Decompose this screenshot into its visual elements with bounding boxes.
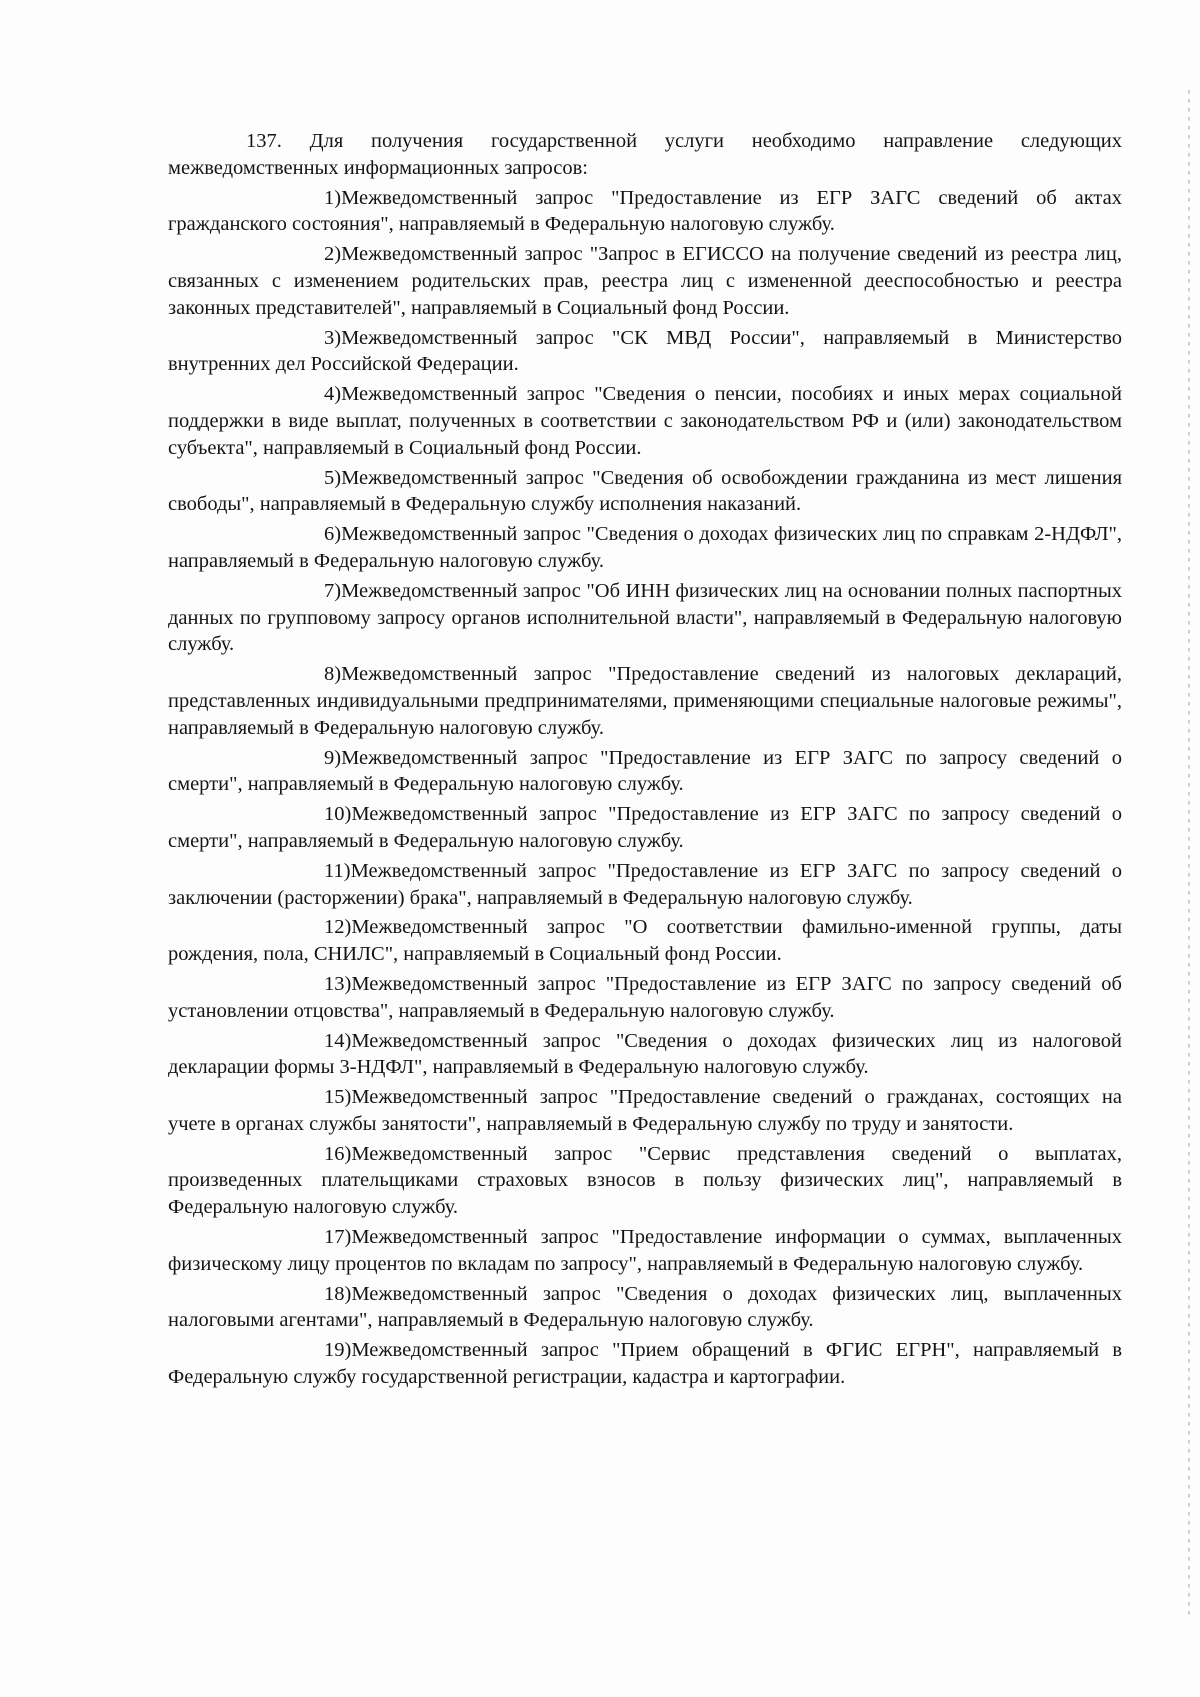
item-text: Межведомственный запрос "Сведения о пенсии, пособиях и иных мерах социальной поддержки в виде выплат, полученных в соответствии с законодательством РФ и (или) законодательством субъекта", направляемый в Социальный фонд России. xyxy=(168,383,1122,459)
list-item xyxy=(168,914,1122,968)
item-text: Межведомственный запрос "Предоставление из ЕГР ЗАГС по запросу сведений о смерти", направляемый в Федеральную налоговую службу. xyxy=(168,746,1122,796)
item-text: Межведомственный запрос "Сведения о доходах физических лиц из налоговой декларации формы 3-НДФЛ", направляемый в Федеральную налоговую службу. xyxy=(168,1029,1122,1079)
item-number: 8) xyxy=(324,663,342,686)
item-number: 17) xyxy=(324,1226,352,1249)
list-item xyxy=(168,1028,1122,1082)
item-number: 16) xyxy=(324,1142,352,1165)
item-number: 10) xyxy=(324,803,352,826)
list-item xyxy=(168,521,1122,575)
list-item xyxy=(168,1281,1122,1335)
list-item xyxy=(168,801,1122,855)
item-text: Межведомственный запрос "СК МВД России", направляемый в Министерство внутренних дел Российской Федерации. xyxy=(168,326,1122,376)
item-text: Межведомственный запрос "Предоставление из ЕГР ЗАГС сведений об актах гражданского состояния", направляемый в Федеральную налоговую службу. xyxy=(168,186,1122,236)
item-number: 15) xyxy=(324,1086,352,1109)
list-item xyxy=(168,465,1122,519)
item-number: 3) xyxy=(324,326,342,349)
item-text: Межведомственный запрос "Запрос в ЕГИССО на получение сведений из реестра лиц, связанных с изменением родительских прав, реестра лиц с измененной дееспособностью и реестра законных представителей", направляемый в Социальный фонд России. xyxy=(168,243,1122,319)
item-text: Межведомственный запрос "Предоставление из ЕГР ЗАГС по запросу сведений об установлении отцовства", направляемый в Федеральную налоговую службу. xyxy=(168,972,1122,1022)
item-text: Межведомственный запрос "Об ИНН физических лиц на основании полных паспортных данных по групповому запросу органов исполнительной власти", направляемый в Федеральную налоговую службу. xyxy=(168,579,1122,656)
item-text: Межведомственный запрос "Сведения об освобождении гражданина из мест лишения свободы", направляемый в Федеральную службу исполнения наказаний. xyxy=(168,466,1122,516)
scan-edge-artifact xyxy=(1188,90,1190,1620)
item-text: Межведомственный запрос "Сведения о доходах физических лиц по справкам 2-НДФЛ", направляемый в Федеральную налоговую службу. xyxy=(168,523,1122,572)
list-item xyxy=(168,971,1122,1025)
item-text: Межведомственный запрос "Предоставление из ЕГР ЗАГС по запросу сведений о смерти", направляемый в Федеральную налоговую службу. xyxy=(168,803,1122,852)
item-number: 7) xyxy=(324,579,342,602)
item-text: Межведомственный запрос "Предоставление информации о суммах, выплаченных физическому лицу процентов по вкладам по запросу", направляемый в Федеральную налоговую службу. xyxy=(168,1226,1122,1275)
list-item xyxy=(168,1224,1122,1278)
list-item xyxy=(168,1084,1122,1138)
list-item xyxy=(168,325,1122,379)
document-body xyxy=(168,128,1122,1391)
list-item xyxy=(168,381,1122,461)
item-text: Межведомственный запрос "Сервис представления сведений о выплатах, произведенных плательщиками страховых взносов в пользу физических лиц", направляемый в Федеральную налоговую службу. xyxy=(168,1142,1122,1219)
list-item xyxy=(168,578,1122,658)
item-text: Межведомственный запрос "Предоставление сведений о гражданах, состоящих на учете в органах службы занятости", направляемый в Федеральную службу по труду и занятости. xyxy=(168,1086,1122,1135)
item-number: 18) xyxy=(324,1282,352,1305)
list-item xyxy=(168,185,1122,239)
item-number: 4) xyxy=(324,383,342,406)
item-number: 5) xyxy=(324,466,342,489)
list-item xyxy=(168,858,1122,912)
list-item xyxy=(168,1337,1122,1391)
list-item xyxy=(168,745,1122,799)
item-text: Межведомственный запрос "Предоставление сведений из налоговых деклараций, представленных индивидуальными предпринимателями, применяющими специальные налоговые режимы", направляемый в Федеральную налоговую службу. xyxy=(168,663,1122,739)
item-number: 9) xyxy=(324,746,342,769)
item-text: Межведомственный запрос "Сведения о доходах физических лиц, выплаченных налоговыми агентами", направляемый в Федеральную налоговую службу. xyxy=(168,1282,1122,1332)
item-number: 6) xyxy=(324,523,342,546)
item-text: Межведомственный запрос "О соответствии фамильно-именной группы, даты рождения, пола, СНИЛС", направляемый в Социальный фонд России. xyxy=(168,916,1122,966)
item-number: 2) xyxy=(324,243,342,266)
item-number: 19) xyxy=(324,1339,352,1362)
list-item xyxy=(168,1141,1122,1221)
intro-paragraph: 137. Для получения государственной услуги необходимо направление следующих межведомственных информационных запросов: xyxy=(168,130,1122,179)
item-number: 14) xyxy=(324,1029,352,1052)
list-item xyxy=(168,241,1122,321)
item-text: Межведомственный запрос "Предоставление из ЕГР ЗАГС по запросу сведений о заключении (расторжении) брака", направляемый в Федеральную налоговую службу. xyxy=(168,859,1122,909)
list-item xyxy=(168,661,1122,741)
item-number: 11) xyxy=(324,859,351,882)
item-number: 12) xyxy=(324,916,352,939)
item-number: 13) xyxy=(324,972,352,995)
item-number: 1) xyxy=(324,186,342,209)
item-text: Межведомственный запрос "Прием обращений в ФГИС ЕГРН", направляемый в Федеральную службу государственной регистрации, кадастра и картографии. xyxy=(168,1339,1122,1389)
